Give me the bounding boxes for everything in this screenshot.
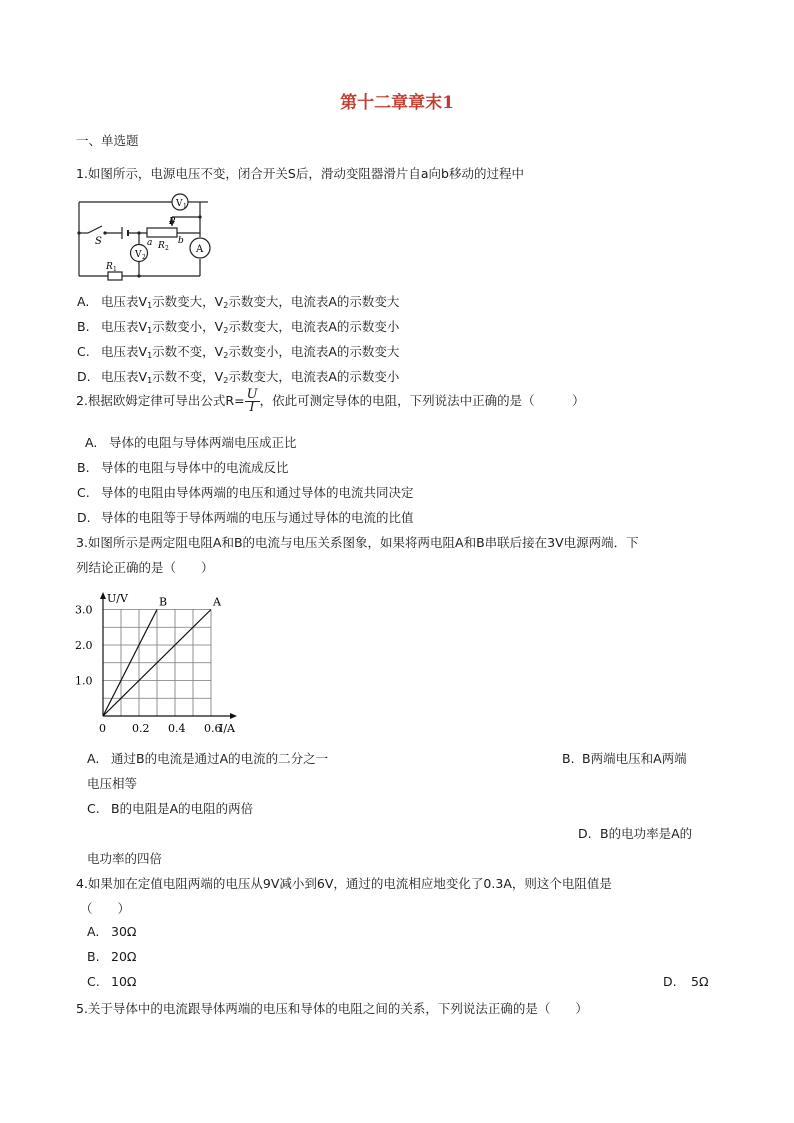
svg-text:b: b [178,236,184,246]
svg-text:a: a [147,238,153,248]
x-axis-label: I/A [219,722,235,735]
question-2-option-b[interactable]: B. 导体的电阻与导体中的电流成反比 [77,460,289,475]
question-3-iu-chart [70,588,260,738]
question-1-circuit-diagram [72,188,212,284]
x-tick-label: 0.6 [204,722,222,735]
question-3-option-d[interactable]: D. B的电功率是A的 [578,826,693,841]
svg-text:R: R [158,241,165,251]
question-1-option-c[interactable]: C. 电压表$V_1$示数不变，$V_2$示数变小，电流表A的示数变大 [77,344,400,360]
y-tick-label: 2.0 [75,639,93,652]
question-2-option-a[interactable]: A. 导体的电阻与导体两端电压成正比 [85,435,297,450]
question-4-option-a[interactable]: A. 30Ω [87,924,137,939]
question-3-option-c[interactable]: C. B的电阻是A的电阻的两倍 [87,801,254,816]
svg-text:1: 1 [183,203,187,210]
question-3-option-a[interactable]: A. 通过B的电流是通过A的电流的二分之一 [87,751,329,766]
question-2-option-c[interactable]: C. 导体的电阻由导体两端的电压和通过导体的电流共同决定 [77,485,414,500]
ohm-formula-fraction: $\frac{U}{I}$ [246,387,258,415]
x-tick-label: 0 [99,722,106,735]
question-4-option-c[interactable]: C. 10Ω [87,974,137,989]
y-tick-label: 3.0 [75,603,93,617]
svg-text:R: R [106,262,113,272]
series-label-a: A [213,595,221,609]
svg-text:2: 2 [142,254,146,261]
question-4-option-b[interactable]: B. 20Ω [87,949,137,964]
question-1-option-a[interactable]: A. 电压表$V_1$示数变大，$V_2$示数变大，电流表A的示数变大 [77,294,400,310]
question-4-option-d[interactable]: D. 5Ω [663,974,709,989]
question-4-stem: 4.如果加在定值电阻两端的电压从9V减小到6V，通过的电流相应地变化了0.3A，则这个电阻值是 [76,876,612,891]
question-2-option-d[interactable]: D. 导体的电阻等于导体两端的电压与通过导体的电流的比值 [77,510,414,525]
y-tick-label: 1.0 [75,674,93,688]
x-tick-label: 0.4 [168,722,186,735]
question-4-stem-continued: （ ） [80,901,131,916]
question-2-stem: 2.根据欧姆定律可导出公式R= $\frac{U}{I}$ ，依此可测定导体的电阻，下列说法中正确的是（ ） [76,387,585,415]
x-axis-arrow [230,713,237,719]
question-5-stem: 5.关于导体中的电流跟导体两端的电压和导体的电阻之间的关系，下列说法正确的是（ ） [76,1001,588,1016]
question-3-option-b[interactable]: B. B两端电压和A两端 [562,751,687,766]
section-heading: 一、单选题 [76,133,139,148]
svg-text:2: 2 [165,245,169,252]
question-3-option-b-continued: 电压相等 [87,776,138,791]
question-1-stem: 1.如图所示，电源电压不变，闭合开关S后，滑动变阻器滑片自a向b移动的过程中 [76,166,524,181]
question-3-stem-line-2: 列结论正确的是（ ） [76,560,214,575]
series-label-b: B [159,595,168,609]
question-3-option-d-continued: 电功率的四倍 [87,851,163,866]
svg-text:P: P [169,217,176,227]
svg-text:A: A [196,244,204,255]
y-axis-arrow [100,592,106,599]
x-tick-label: 0.2 [132,722,150,735]
question-3-stem-line-1: 3.如图所示是两定阻电阻A和B的电流与电压关系图象，如果将两电阻A和B串联后接在3V电源两端．下 [76,535,639,550]
question-1-option-d[interactable]: D. 电压表$V_1$示数不变，$V_2$示数变大，电流表A的示数变小 [77,369,400,385]
svg-text:S: S [95,236,102,247]
svg-text:V: V [135,250,142,260]
svg-text:1: 1 [113,266,117,273]
svg-text:V: V [176,199,183,209]
question-1-option-b[interactable]: B. 电压表$V_1$示数变小，$V_2$示数变大，电流表A的示数变小 [77,319,400,335]
y-axis-label: U/V [107,592,128,605]
page-title: 第十二章章末1 [340,93,454,113]
